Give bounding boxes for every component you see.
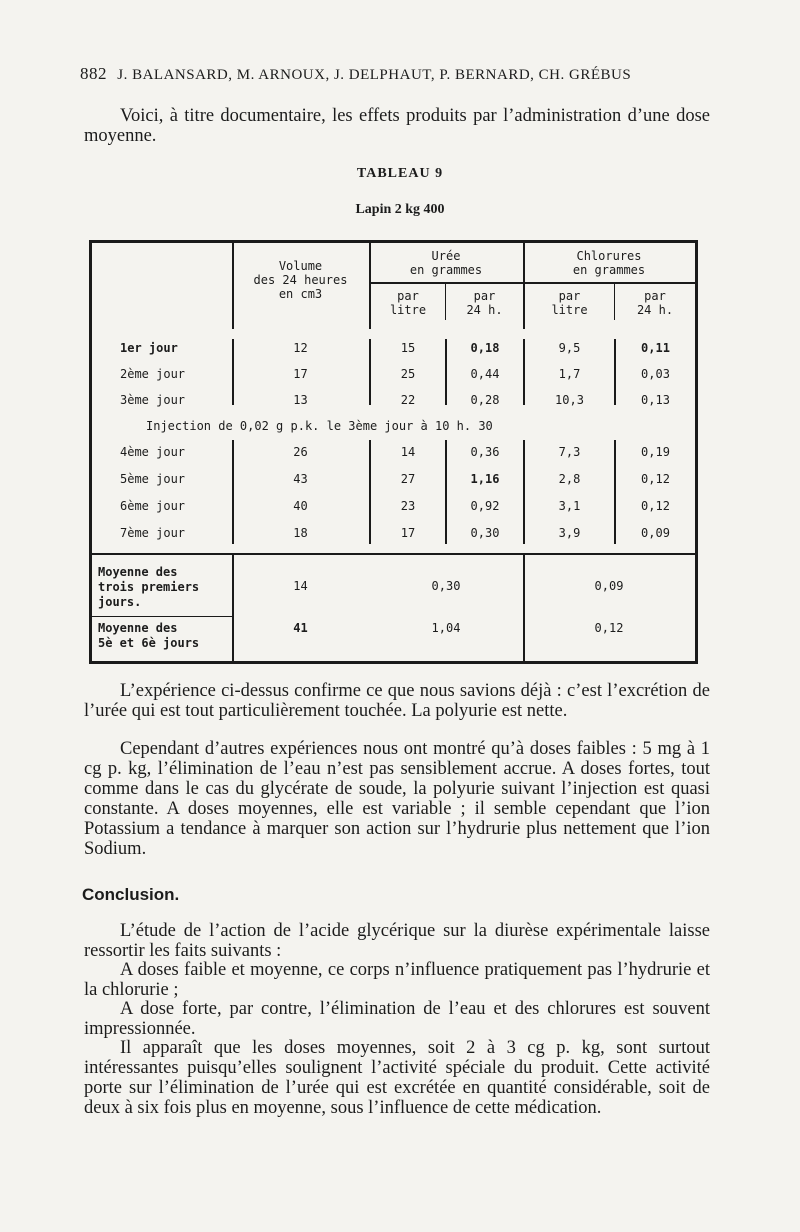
section-title-conclusion: Conclusion.	[82, 885, 180, 904]
header-chl-par-litre: par litre	[551, 289, 588, 317]
table-title: TABLEAU 9	[356, 166, 444, 181]
header-uree-par-litre: par litre	[389, 289, 427, 317]
intro-paragraph: Voici, à titre documentaire, les effets produits par l’administration d’une dose moyenne.	[84, 106, 710, 146]
paragraph-conclusion-1: L’étude de l’action de l’acide glycérique sur la diurèse expérimentale laisse ressortir les faits suivants :	[84, 921, 710, 961]
header-chlorures: Chlorures en grammes	[572, 249, 646, 277]
header-volume: Volume des 24 heures en cm3	[253, 259, 348, 301]
paragraph-conclusion-3: A dose forte, par contre, l’élimination de l’eau et des chlorures est souvent impressionnée.	[84, 999, 710, 1039]
authors-line: J. BALANSARD, M. ARNOUX, J. DELPHAUT, P. BERNARD, CH. GRÉBUS	[117, 67, 632, 83]
paragraph-experience: L’expérience ci-dessus confirme ce que nous savions déjà : c’est l’excrétion de l’urée qui est tout particulièrement touchée. La polyurie est nette.	[84, 681, 710, 721]
header-chl-par-24h: par 24 h.	[636, 289, 674, 317]
running-header	[80, 64, 720, 84]
data-table: Volume des 24 heures en cm3 Urée en grammes Chlorures en grammes par litre par 24 h. par litre par 24 h. 1er jour 12 15 0,18 9,5 0,11 2ème jour 17 25 0,44 1,7 0,03 3ème jour 13 22 0,28 10,3 0,13 Injection de 0,02 g p.k. le 3ème jour à 10 h. 30 4ème jour 26 14 0,36 7,3 0,19 5ème jour 43 27 1,16 2,8 0,12 6ème jour 40 23 0,92 3,1 0,12 7ème jour 18 17 0,30 3,9 0,09 Moyenne des trois premiers jours. 14 0,30 0,09 Moyenne des 5è et 6è jours 41 1,04 0,12	[89, 240, 698, 664]
header-uree: Urée en grammes	[409, 249, 483, 277]
paragraph-conclusion-2: A doses faible et moyenne, ce corps n’influence pratiquement pas l’hydrurie et la chlorurie ;	[84, 960, 710, 1000]
paragraph-conclusion-4: Il apparaît que les doses moyennes, soit 2 à 3 cg p. kg, sont surtout intéressantes puisqu’elles soulignent l’activité spéciale du produit. Cette activité porte sur l’élimination de l’urée qui est excrétée en quantité considérable, soit de deux à six fois plus en moyenne, sous l’influence de cette médication.	[84, 1038, 710, 1118]
injection-note: Injection de 0,02 g p.k. le 3ème jour à 10 h. 30	[146, 419, 493, 433]
header-uree-par-24h: par 24 h.	[466, 289, 503, 317]
table-subtitle: Lapin 2 kg 400	[355, 202, 445, 217]
page-number: 882	[80, 64, 107, 83]
paragraph-cependant: Cependant d’autres expériences nous ont montré qu’à doses faibles : 5 mg à 1 cg p. kg, l’élimination de l’eau n’est pas sensiblement accrue. A doses fortes, tout comme dans le cas du glycérate de soude, la polyurie suivant l’injection est quasi constante. A doses moyennes, elle est variable ; il semble cependant que l’ion Potassium a tendance à marquer son action sur l’hydrurie plus nettement que l’ion Sodium.	[84, 739, 710, 859]
